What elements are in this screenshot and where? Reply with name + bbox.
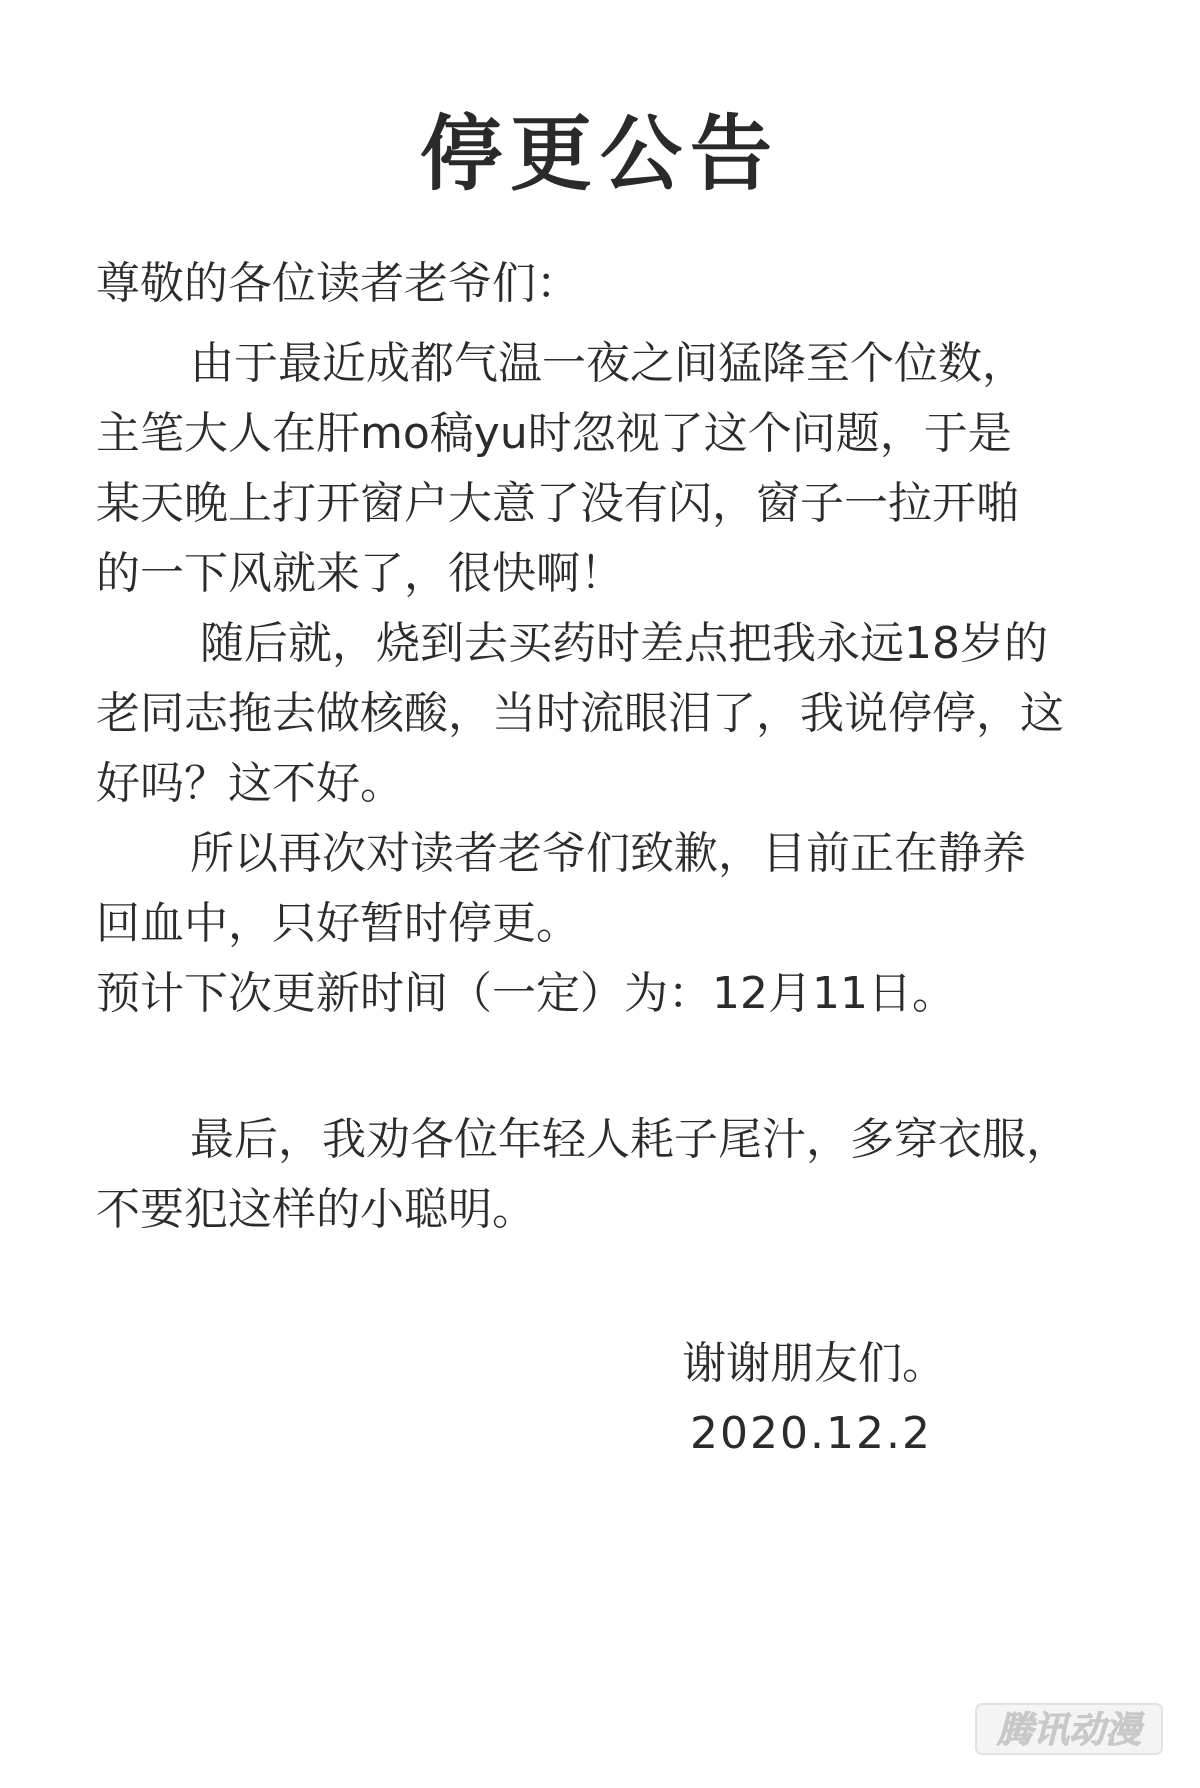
notice-title: 停更公告 — [419, 107, 780, 202]
signoff: 谢谢朋友们。 — [682, 1338, 946, 1389]
paragraph4-line1: 最后，我劝各位年轻人耗子尾汁，多穿衣服， — [190, 1114, 1070, 1165]
paragraph1-line4: 的一下风就来了，很快啊！ — [96, 548, 624, 599]
watermark-text: 腾讯动漫 — [996, 1710, 1142, 1751]
paragraph2-line3: 好吗？这不好。 — [96, 758, 404, 809]
tencent-comic-watermark-logo — [974, 1698, 1164, 1760]
paragraph2-line2: 老同志拖去做核酸，当时流眼泪了，我说停停，这 — [96, 688, 1064, 739]
paragraph4-line2: 不要犯这样的小聪明。 — [96, 1184, 536, 1235]
paragraph3-line2: 回血中，只好暂时停更。 — [96, 898, 580, 949]
next-update-line: 预计下次更新时间（一定）为：12月11日。 — [96, 968, 956, 1019]
paragraph2-line1: 随后就，烧到去买药时差点把我永远18岁的 — [200, 618, 1048, 669]
paragraph1-line1: 由于最近成都气温一夜之间猛降至个位数， — [190, 338, 1026, 389]
paragraph1-line2: 主笔大人在肝mo稿yu时忽视了这个问题，于是 — [96, 408, 1012, 459]
paragraph3-line1: 所以再次对读者老爷们致歉，目前正在静养 — [190, 828, 1026, 879]
notice-date: 2020.12.2 — [690, 1408, 932, 1459]
paragraph1-line3: 某天晚上打开窗户大意了没有闪，窗子一拉开啪 — [96, 478, 1020, 529]
salutation: 尊敬的各位读者老爷们： — [96, 258, 580, 309]
watermark-logo-icon — [974, 1698, 1164, 1760]
